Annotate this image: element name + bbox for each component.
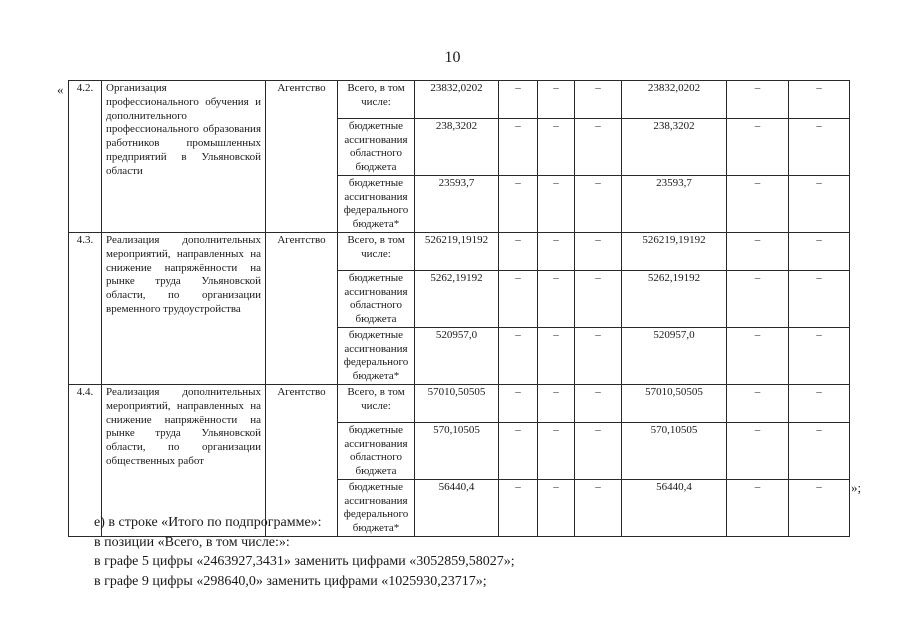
year-value-cell: 23593,7 xyxy=(622,176,727,233)
year-value-cell: – xyxy=(575,176,622,233)
year-value-cell: – xyxy=(575,423,622,480)
category-cell: бюджетные ассигнования федерального бюджета* xyxy=(338,480,415,537)
year-value-cell: – xyxy=(499,176,538,233)
total-value-cell: 23832,0202 xyxy=(415,81,499,119)
year-value-cell: – xyxy=(727,385,789,423)
year-value-cell: 520957,0 xyxy=(622,328,727,385)
category-cell: Всего, в том числе: xyxy=(338,233,415,271)
year-value-cell: 526219,19192 xyxy=(622,233,727,271)
year-value-cell: – xyxy=(789,328,850,385)
year-value-cell: – xyxy=(538,480,575,537)
year-value-cell: – xyxy=(789,385,850,423)
year-value-cell: – xyxy=(538,176,575,233)
category-cell: бюджетные ассигнования областного бюджета xyxy=(338,271,415,328)
year-value-cell: – xyxy=(575,81,622,119)
year-value-cell: – xyxy=(727,328,789,385)
year-value-cell: – xyxy=(789,480,850,537)
year-value-cell: – xyxy=(538,271,575,328)
total-value-cell: 23593,7 xyxy=(415,176,499,233)
amendment-line: в графе 5 цифры «2463927,3431» заменить цифрами «3052859,58027»; xyxy=(94,554,515,569)
year-value-cell: – xyxy=(789,423,850,480)
year-value-cell: – xyxy=(575,271,622,328)
year-value-cell: 56440,4 xyxy=(622,480,727,537)
category-cell: бюджетные ассигнования федерального бюджета* xyxy=(338,176,415,233)
total-value-cell: 526219,19192 xyxy=(415,233,499,271)
item-agency-cell: Агентство xyxy=(266,385,338,537)
total-value-cell: 56440,4 xyxy=(415,480,499,537)
year-value-cell: – xyxy=(538,385,575,423)
category-cell: бюджетные ассигнования областного бюджета xyxy=(338,423,415,480)
year-value-cell: – xyxy=(499,119,538,176)
year-value-cell: 238,3202 xyxy=(622,119,727,176)
total-value-cell: 57010,50505 xyxy=(415,385,499,423)
year-value-cell: – xyxy=(727,271,789,328)
year-value-cell: – xyxy=(538,328,575,385)
category-cell: бюджетные ассигнования федерального бюджета* xyxy=(338,328,415,385)
amendment-line: в позиции «Всего, в том числе:»: xyxy=(94,534,290,550)
item-number-cell: 4.2. xyxy=(69,81,102,233)
year-value-cell: – xyxy=(575,480,622,537)
year-value-cell: – xyxy=(727,233,789,271)
opening-quote-mark: « xyxy=(57,82,64,97)
item-agency-cell: Агентство xyxy=(266,233,338,385)
year-value-cell: – xyxy=(499,328,538,385)
amendment-line: в графе 9 цифры «298640,0» заменить цифрами «1025930,23717»; xyxy=(94,573,487,589)
year-value-cell: – xyxy=(538,233,575,271)
year-value-cell: – xyxy=(499,81,538,119)
year-value-cell: – xyxy=(575,385,622,423)
year-value-cell: – xyxy=(727,119,789,176)
item-description-cell: Реализация дополнительных мероприятий, направленных на снижение напряжённости на рынке труда Ульяновской области, по организации временного трудоустройства xyxy=(102,233,266,385)
year-value-cell: – xyxy=(575,119,622,176)
amendment-text xyxy=(94,513,874,591)
year-value-cell: – xyxy=(727,176,789,233)
total-value-cell: 238,3202 xyxy=(415,119,499,176)
year-value-cell: – xyxy=(499,233,538,271)
year-value-cell: – xyxy=(727,480,789,537)
year-value-cell: 5262,19192 xyxy=(622,271,727,328)
category-cell: Всего, в том числе: xyxy=(338,385,415,423)
item-description-cell: Реализация дополнительных мероприятий, направленных на снижение напряжённости на рынке труда Ульяновской области, по организации общественных работ xyxy=(102,385,266,537)
year-value-cell: – xyxy=(727,423,789,480)
table-row xyxy=(69,81,850,119)
year-value-cell: – xyxy=(575,328,622,385)
year-value-cell: – xyxy=(499,480,538,537)
item-agency-cell: Агентство xyxy=(266,81,338,233)
item-number-cell: 4.3. xyxy=(69,233,102,385)
year-value-cell: – xyxy=(789,81,850,119)
year-value-cell: 57010,50505 xyxy=(622,385,727,423)
total-value-cell: 520957,0 xyxy=(415,328,499,385)
year-value-cell: – xyxy=(538,423,575,480)
year-value-cell: – xyxy=(789,233,850,271)
table-row xyxy=(69,233,850,271)
year-value-cell: – xyxy=(499,423,538,480)
year-value-cell: – xyxy=(538,81,575,119)
year-value-cell: – xyxy=(789,119,850,176)
page-number: 10 xyxy=(444,49,461,66)
total-value-cell: 5262,19192 xyxy=(415,271,499,328)
budget-table-body xyxy=(69,81,850,537)
year-value-cell: – xyxy=(538,119,575,176)
budget-table xyxy=(68,80,850,537)
year-value-cell: – xyxy=(789,176,850,233)
year-value-cell: – xyxy=(499,271,538,328)
category-cell: Всего, в том числе: xyxy=(338,81,415,119)
year-value-cell: – xyxy=(789,271,850,328)
category-cell: бюджетные ассигнования областного бюджета xyxy=(338,119,415,176)
table-row xyxy=(69,385,850,423)
year-value-cell: – xyxy=(575,233,622,271)
year-value-cell: – xyxy=(499,385,538,423)
closing-quote-mark: »; xyxy=(851,480,862,495)
year-value-cell: 23832,0202 xyxy=(622,81,727,119)
year-value-cell: 570,10505 xyxy=(622,423,727,480)
item-description-cell: Организация профессионального обучения и дополнительного профессионального образования работников промышленных предприятий в Ульяновской области xyxy=(102,81,266,233)
item-number-cell: 4.4. xyxy=(69,385,102,537)
amendment-line: е) в строке «Итого по подпрограмме»: xyxy=(94,515,322,530)
year-value-cell: – xyxy=(727,81,789,119)
total-value-cell: 570,10505 xyxy=(415,423,499,480)
